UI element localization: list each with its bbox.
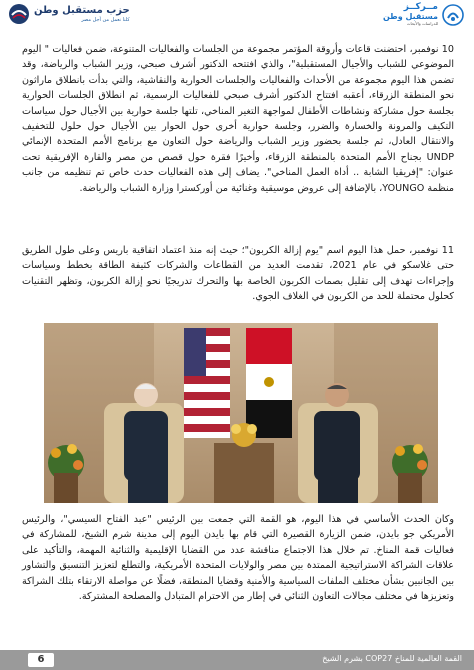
party-emblem-icon <box>8 3 30 25</box>
footer-title: القمة العالمية للمناخ COP27 بشرم الشيخ <box>322 654 462 663</box>
egypt-flag <box>246 328 292 438</box>
center-logo-line3: للدراسات والأبحاث <box>406 21 438 26</box>
paragraph-summit-meeting: وكان الحدث الأساسي في هذا اليوم، هو القمة التي جمعت بين الرئيس "عبد الفتاح السيسي"، والرئيس الأمريكي جو بايدن، ضمن الزيارة القصيرة التي قام بها بايدن اليوم إلى مدينة شرم الشيخ، للمشاركة في فعاليات قمة المناخ. تم خلال هذا الاجتماع مناقشة عدد من القضايا الإقليمية والثنائية المهمة، والتأكيد على علاقات الشراكة الاستراتيجية الممتدة بين مصر والولايات المتحدة الأمريكية، والتطلع لتعزيز التنسيق والتشاور بين الجانبين بشأن مختلف الملفات السياسية والأمنية وقضايا المنطقة، فضلًا عن مواصلة الارتقاء بتلك الشراكة وتعزيزها في مختلف مجالات التعاون الثنائي في إطار من الاحترام المتبادل والمصلحة المشتركة. <box>22 514 454 603</box>
paragraph-nov-11: 11 نوفمبر، حمل هذا اليوم اسم "يوم إزالة الكربون"؛ حيث إنه منذ اعتماد اتفاقية باريس وعلى طول الطريق حتى غلاسكو في عام 2021، تقدمت العديد من القطاعات والشركات كثيفة الطاقة بخطط وسياسات وإجراءات تهدف إلى تقليل بصمات الكربون الخاصة بها والتحرك تدريجيًا نحو إزالة الكربون، وتظهر التقنيات كحلول محتملة للحد من الكربون في الغلاف الجوي. <box>22 245 455 303</box>
center-logo-line1: مــركــز <box>403 2 438 12</box>
center-logo <box>383 3 464 26</box>
page-number: 6 <box>28 653 54 667</box>
center-logo-line2: مستقبل وطن <box>382 12 438 21</box>
center-logo-icon <box>442 4 464 26</box>
meeting-photo <box>44 323 438 503</box>
paragraph-nov-10: 10 نوفمبر، احتضنت قاعات وأروقة المؤتمر مجموعة من الجلسات والفعاليات المتنوعة، ضمن فعاليات " اليوم الموضوعي للشباب والأجيال المستقبلية"، والذي افتتحه الدكتور أشرف صبحي، وزير الشباب والرياضة، وقد تضمن هذا اليوم مجموعة من الأحداث والفعاليات والجلسات الحوارية والنقاشية، والتي بدأت بانطلاق ماراثون نحو المنطقة الزرقاء، أعقبه افتتاح الدكتور أشرف صبحي للفعاليات الرسمية، ثم انطلاق الجلسات الحوارية بجلسة حول مشاركة ونشاطات الأطفال لمواجهة التغير المناخي، تلتها جلسة حوارية بين الأجيال حول سياسات التكيف والمرونة والخسارة والضرر، وجلسة حوارية أخرى حول الحوار بين الأجيال حول حلول للتخفيف والانتقال العادل، ثم جلسة بحضور وزير الشباب والرياضة حول التعاون مع برنامج الأمم المتحدة الإنمائي UNDP بجناح الأمم المتحدة بالمنطقة الزرقاء، وأخيرًا فقرة حول قصص من مصر والقارة الإفريقية تحت عنوان: "إفريقيا الشابة .. أداة العمل المناخي". يضاف إلى هذه الفعاليات حدث خاص تم تنظيمه من جانب منظمة YOUNGO، بالإضافة إلى عروض موسيقية وغنائية من أوركسترا وزارة الشباب والرياضة. <box>22 44 454 194</box>
party-tagline: كلنا نعمل من أجل مصر <box>81 16 130 23</box>
party-logo <box>8 3 130 25</box>
page-header <box>0 0 474 38</box>
page-footer <box>0 650 474 670</box>
us-flag <box>184 328 230 438</box>
meeting-photo-illustration <box>44 323 438 503</box>
party-name: حزب مستقبل وطن <box>34 4 130 16</box>
